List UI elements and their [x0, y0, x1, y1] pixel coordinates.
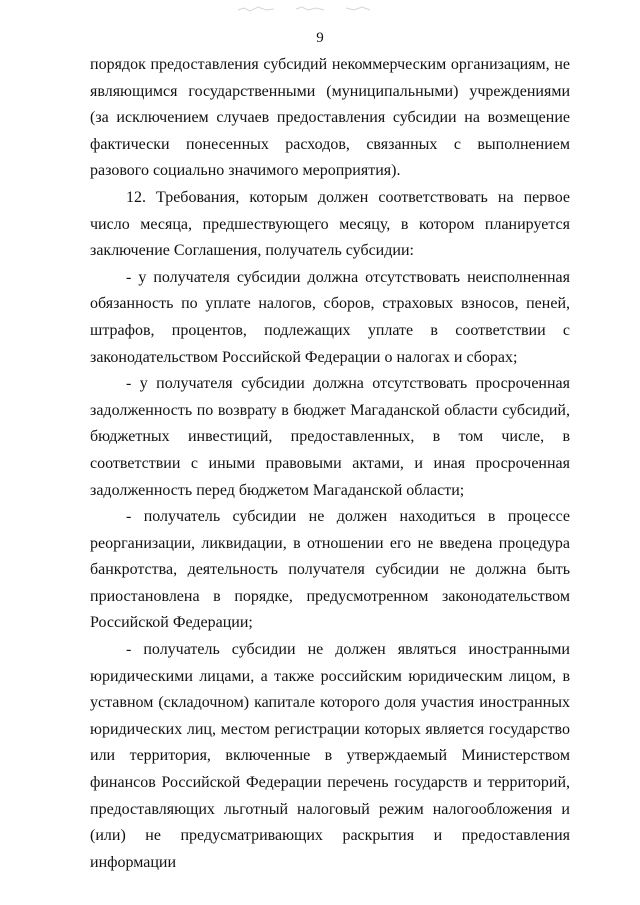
paragraph-overdue-debt: - у получателя субсидии должна отсутствовать просроченная задолженность по возврату в бюджет Магаданской области субсидий, бюджетных инвестиций, предоставленных, в том числе, в соответствии с иными правовыми актами, и иная просроченная задолженность перед бюджетом Магаданской области; — [90, 375, 570, 499]
paragraph-requirements: 12. Требования, которым должен соответствовать на первое число месяца, предшествующего месяцу, в котором планируется заключение Соглашения, получатель субсидии: — [90, 188, 570, 260]
paragraph-foreign-entity: - получатель субсидии не должен являться иностранными юридическими лицами, а также российским юридическим лицом, в уставном (складочном) капитале которого доля участия иностранных юридических лиц, местом регистрации которых является государство или территория, включенные в утверждаемый Министерством финансов Российской Федерации перечень государств и территорий, предоставляющих льготный налоговый режим налогообложения и (или) не предусматривающих раскрытия и предоставления информации — [90, 641, 570, 871]
paragraph-reorganization: - получатель субсидии не должен находиться в процессе реорганизации, ликвидации, в отношении его не введена процедура банкротства, деятельность получателя субсидии не должна быть приостановлена в порядке, предусмотренном законодательством Российской Федерации; — [90, 508, 570, 632]
body-text — [90, 52, 570, 876]
paragraph-tax-obligation: - у получателя субсидии должна отсутствовать неисполненная обязанность по уплате налогов, сборов, страховых взносов, пеней, штрафов, процентов, подлежащих уплате в соответствии с законодательством Российской Федерации о налогах и сборах; — [90, 268, 570, 366]
scan-artifact — [236, 4, 386, 14]
paragraph-continuation: порядок предоставления субсидий некоммерческим организациям, не являющимся государственными (муниципальными) учреждениями (за исключением случаев предоставления субсидии на возмещение фактически понесенных расходов, связанных с выполнением разового социально значимого мероприятия). — [90, 56, 570, 180]
page-number: 9 — [316, 30, 324, 46]
